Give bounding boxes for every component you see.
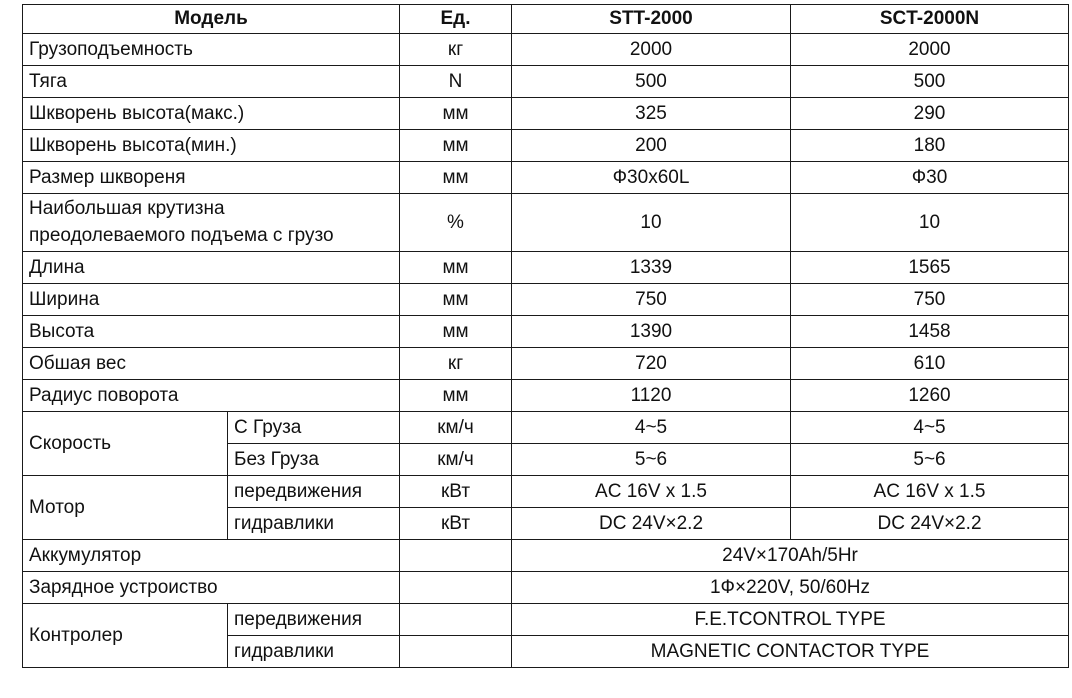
row-value-b: DC 24V×2.2 [791, 508, 1069, 540]
row-value-a: DC 24V×2.2 [512, 508, 791, 540]
row-value-b: 10 [791, 194, 1069, 252]
row-label: Шкворень высота(мин.) [23, 130, 400, 162]
row-value-a: 500 [512, 66, 791, 98]
table-row [23, 284, 1069, 316]
battery-unit-empty [400, 540, 512, 572]
table-row [23, 98, 1069, 130]
table-row [23, 162, 1069, 194]
row-label: Тяга [23, 66, 400, 98]
row-label-line2: преодолеваемого подъема с грузо [29, 224, 334, 246]
row-value-a: 2000 [512, 34, 791, 66]
row-label: Размер шкворeня [23, 162, 400, 194]
row-value-a: 1390 [512, 316, 791, 348]
header-col-b: SCT-2000N [791, 5, 1069, 34]
row-label: Грузоподъемность [23, 34, 400, 66]
row-value-a: 325 [512, 98, 791, 130]
row-value-a: 1339 [512, 252, 791, 284]
row-unit: мм [400, 316, 512, 348]
row-value-a: 1120 [512, 380, 791, 412]
table-row-speed-1 [23, 412, 1069, 444]
table-row [23, 130, 1069, 162]
row-unit: мм [400, 252, 512, 284]
charger-value: 1Ф×220V, 50/60Hz [512, 572, 1069, 604]
table-row [23, 194, 1069, 252]
row-value-b: 180 [791, 130, 1069, 162]
row-unit: км/ч [400, 412, 512, 444]
row-value-a: AC 16V x 1.5 [512, 476, 791, 508]
row-value-a: 720 [512, 348, 791, 380]
motor-sub-label: передвижения [228, 476, 400, 508]
motor-label: Мотор [23, 476, 228, 540]
row-value-b: 5~6 [791, 444, 1069, 476]
row-unit: N [400, 66, 512, 98]
table-row [23, 380, 1069, 412]
row-unit: мм [400, 162, 512, 194]
row-value-b: 2000 [791, 34, 1069, 66]
row-label: Радиус поворота [23, 380, 400, 412]
table-row [23, 66, 1069, 98]
row-value-b: 500 [791, 66, 1069, 98]
controller-unit-empty [400, 636, 512, 668]
row-label-line1: Наибольшая крутизна [29, 197, 225, 219]
table-row-charger [23, 572, 1069, 604]
speed-sub-label: С Груза [228, 412, 400, 444]
row-value-a: 750 [512, 284, 791, 316]
row-unit: км/ч [400, 444, 512, 476]
row-value-b: 290 [791, 98, 1069, 130]
row-unit: % [400, 194, 512, 252]
controller-sub-label: гидравлики [228, 636, 400, 668]
motor-sub-label: гидравлики [228, 508, 400, 540]
controller-unit-empty [400, 604, 512, 636]
table-row [23, 316, 1069, 348]
table-row [23, 34, 1069, 66]
row-value-a: Ф30х60L [512, 162, 791, 194]
table-row-battery [23, 540, 1069, 572]
battery-value: 24V×170Ah/5Hr [512, 540, 1069, 572]
speed-sub-label: Без Груза [228, 444, 400, 476]
controller-value: MAGNETIC CONTACTOR TYPE [512, 636, 1069, 668]
charger-unit-empty [400, 572, 512, 604]
row-label: Длина [23, 252, 400, 284]
speed-label: Скорость [23, 412, 228, 476]
header-row [23, 5, 1069, 34]
row-unit: мм [400, 98, 512, 130]
row-label: Высота [23, 316, 400, 348]
charger-label: Зарядное устроиство [23, 572, 400, 604]
row-value-b: 1565 [791, 252, 1069, 284]
row-value-b: 610 [791, 348, 1069, 380]
row-value-b: AC 16V x 1.5 [791, 476, 1069, 508]
row-value-b: 1260 [791, 380, 1069, 412]
row-unit: мм [400, 284, 512, 316]
table-row [23, 348, 1069, 380]
header-col-a: STT-2000 [512, 5, 791, 34]
row-label: Ширина [23, 284, 400, 316]
header-unit: Ед. [400, 5, 512, 34]
controller-value: F.E.TCONTROL TYPE [512, 604, 1069, 636]
row-label: Шкворень высота(макс.) [23, 98, 400, 130]
row-label-two-line [23, 194, 400, 252]
row-value-a: 5~6 [512, 444, 791, 476]
row-value-a: 4~5 [512, 412, 791, 444]
row-value-b: 750 [791, 284, 1069, 316]
row-value-b: Ф30 [791, 162, 1069, 194]
row-value-a: 10 [512, 194, 791, 252]
row-unit: мм [400, 130, 512, 162]
controller-label: Контролер [23, 604, 228, 668]
table-row [23, 252, 1069, 284]
row-value-a: 200 [512, 130, 791, 162]
row-unit: мм [400, 380, 512, 412]
row-value-b: 1458 [791, 316, 1069, 348]
battery-label: Аккумулятор [23, 540, 400, 572]
header-model: Модель [23, 5, 400, 34]
row-label: Обшая вес [23, 348, 400, 380]
row-value-b: 4~5 [791, 412, 1069, 444]
row-unit: кг [400, 34, 512, 66]
row-unit: кВт [400, 508, 512, 540]
table-row-controller-1 [23, 604, 1069, 636]
row-unit: кВт [400, 476, 512, 508]
row-unit: кг [400, 348, 512, 380]
spec-table [22, 4, 1069, 668]
table-row-motor-1 [23, 476, 1069, 508]
controller-sub-label: передвижения [228, 604, 400, 636]
